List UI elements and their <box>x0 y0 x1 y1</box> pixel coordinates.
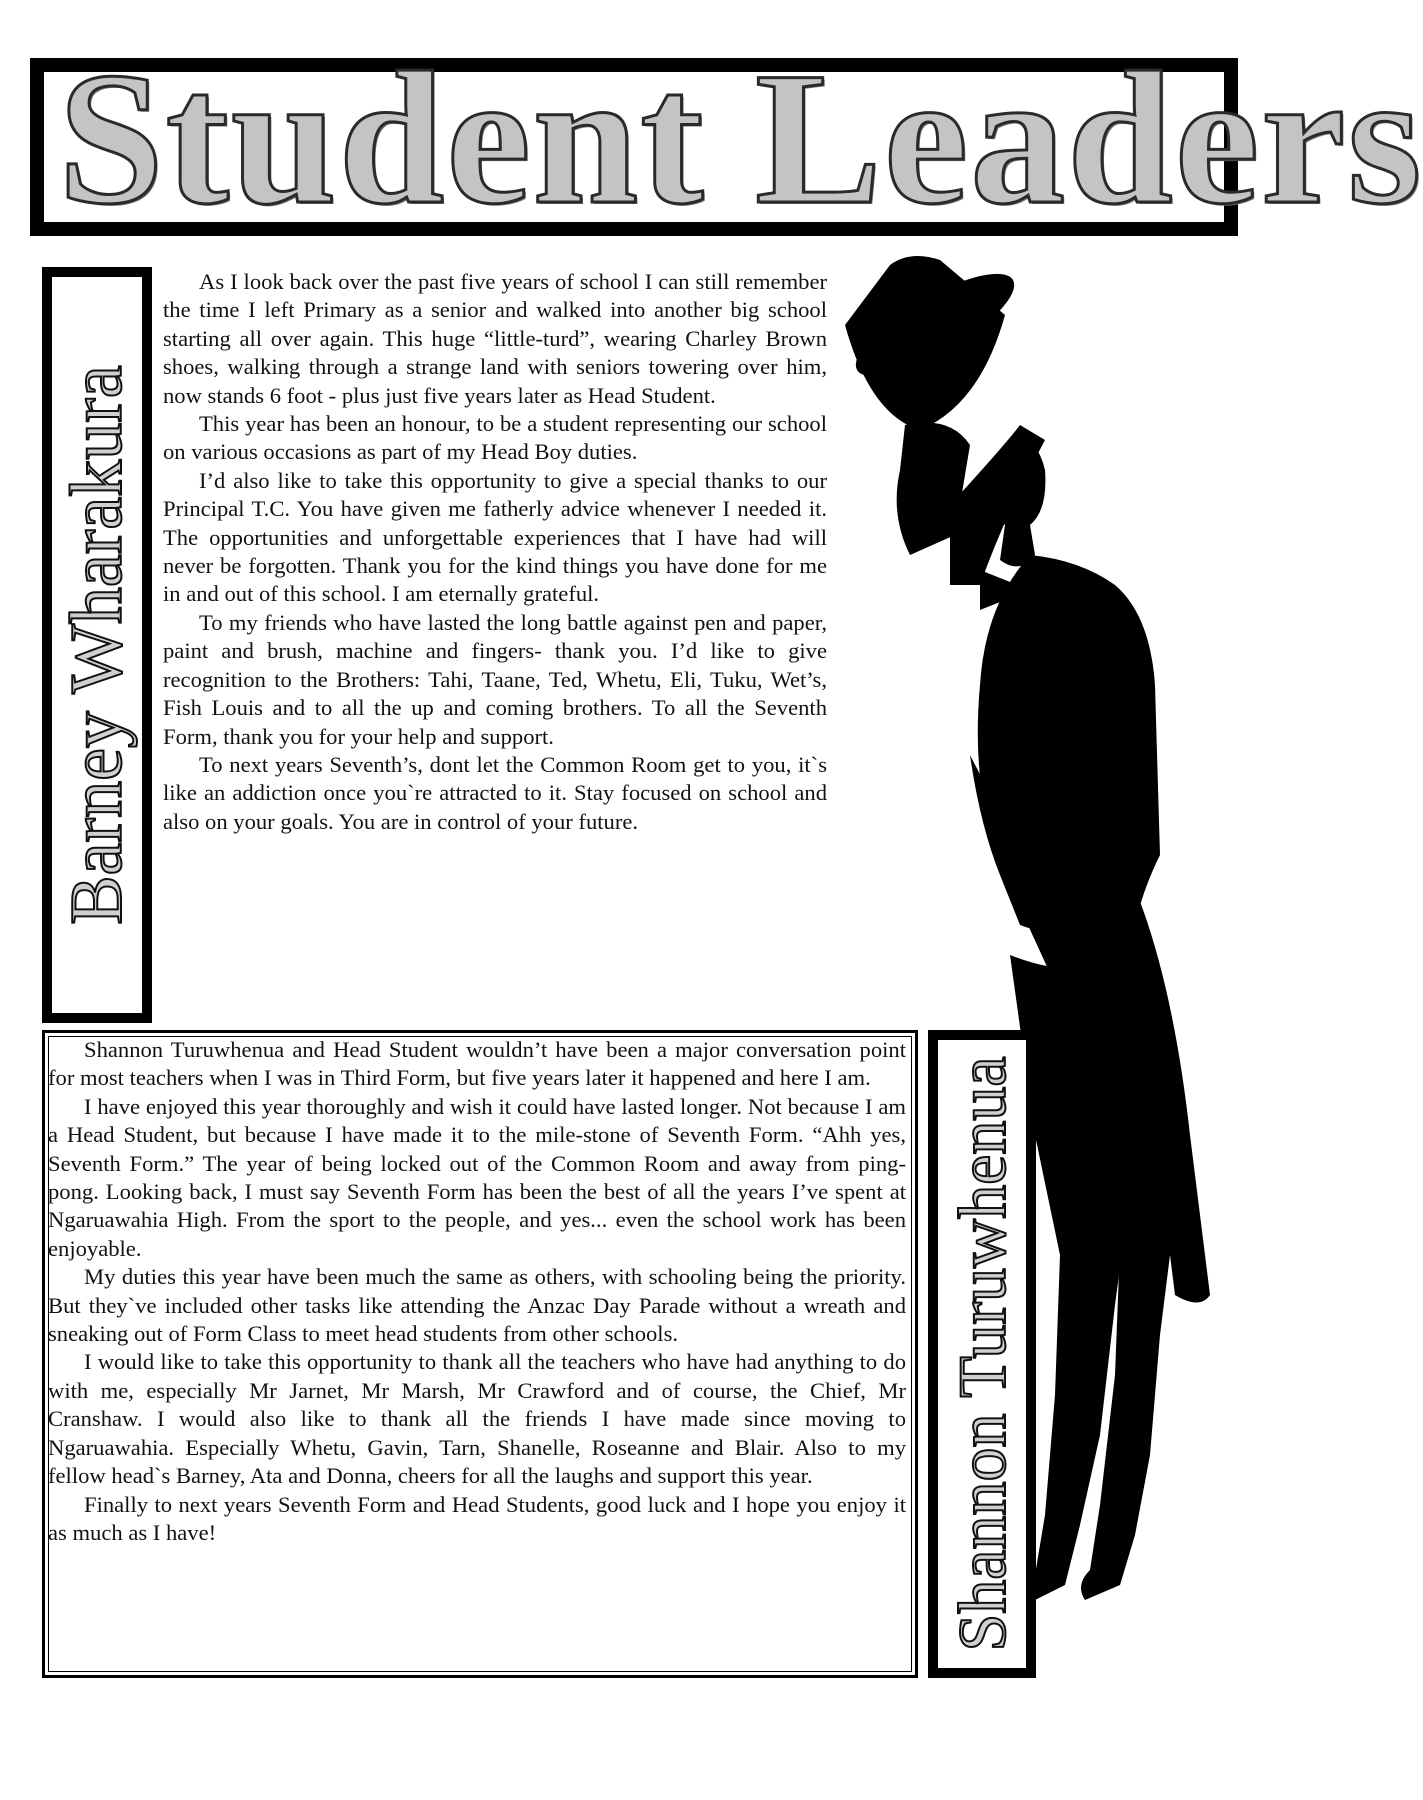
leader2-paragraph: My duties this year have been much the same as others, with schooling being the priority. But they`ve included other tasks like attending the Anzac Day Parade without a wreath and sneaking out of Form Class to meet head students from other schools. <box>48 1264 906 1347</box>
leader2-article <box>48 1036 906 1547</box>
leader2-paragraph: Shannon Turuwhenua and Head Student wouldn’t have been a major conversation point for most teachers when I was in Third Form, but five years later it happened and here I am. <box>48 1037 906 1091</box>
leader1-paragraph: I’d also like to take this opportunity to give a special thanks to our Principal T.C. You have given me fatherly advice whenever I needed it. The opportunities and unforgettable experiences that I have had will never be forgotten. Thank you for the kind things you have done for me in and out of this school. I am eternally grateful. <box>163 467 827 607</box>
leader1-name: Barney Wharakura <box>56 365 138 925</box>
leader1-paragraph: As I look back over the past five years of school I can still remember the time I left Primary as a senior and walked into another big school starting all over again. This huge “little-turd”, wearing Charley Brown shoes, walking through a strange land with seniors towering over him, now stands 6 foot - plus just five years later as Head Student. <box>163 269 827 408</box>
leader1-paragraph: To next years Seventh’s, dont let the Common Room get to you, it`s like an addiction once you`re attracted to it. Stay focused on school and also on your goals. You are in control of your future. <box>163 751 827 834</box>
leader2-paragraph: I have enjoyed this year thoroughly and wish it could have lasted longer. Not because I am a Head Student, but because I have made it to the mile-stone of Seventh Form. “Ahh yes, Seventh Form.” The year of being locked out of the Common Room and away from ping-pong. Looking back, I must say Seventh Form has been the best of all the years I’ve spent at Ngaruawahia High. From the sport to the people, and yes... even the school work has been enjoyable. <box>48 1093 906 1261</box>
leader1-paragraph: To my friends who have lasted the long battle against pen and paper, paint and brush, machine and fingers- thank you. I’d like to give recognition to the Brothers: Tahi, Taane, Ted, Whetu, Eli, Tuku, Wet’s, Fish Louis and to all the up and coming brothers. To all the Seventh Form, thank you for your help and support. <box>163 609 827 749</box>
leader2-paragraph: Finally to next years Seventh Form and Head Students, good luck and I hope you enjoy it as much as I have! <box>48 1491 906 1545</box>
leader1-name-label <box>42 267 152 1023</box>
leader1-article <box>163 268 827 836</box>
leader2-name-label <box>928 1030 1036 1678</box>
leader2-name: Shannon Turuwhenua <box>944 1056 1020 1652</box>
leader2-paragraph: I would like to take this opportunity to thank all the teachers who have had anything to do with me, especially Mr Jarnet, Mr Marsh, Mr Crawford and of course, the Chief, Mr Cranshaw. I would also like to thank all the friends I have made since moving to Ngaruawahia. Especially Whetu, Gavin, Tarn, Shanelle, Roseanne and Blair. Also to my fellow head`s Barney, Ata and Donna, cheers for all the laughs and support this year. <box>48 1349 906 1489</box>
title-banner <box>30 34 1423 244</box>
leader1-paragraph: This year has been an honour, to be a student representing our school on various occasions as part of my Head Boy duties. <box>163 411 827 465</box>
page-title: Student Leaders <box>58 34 1423 244</box>
